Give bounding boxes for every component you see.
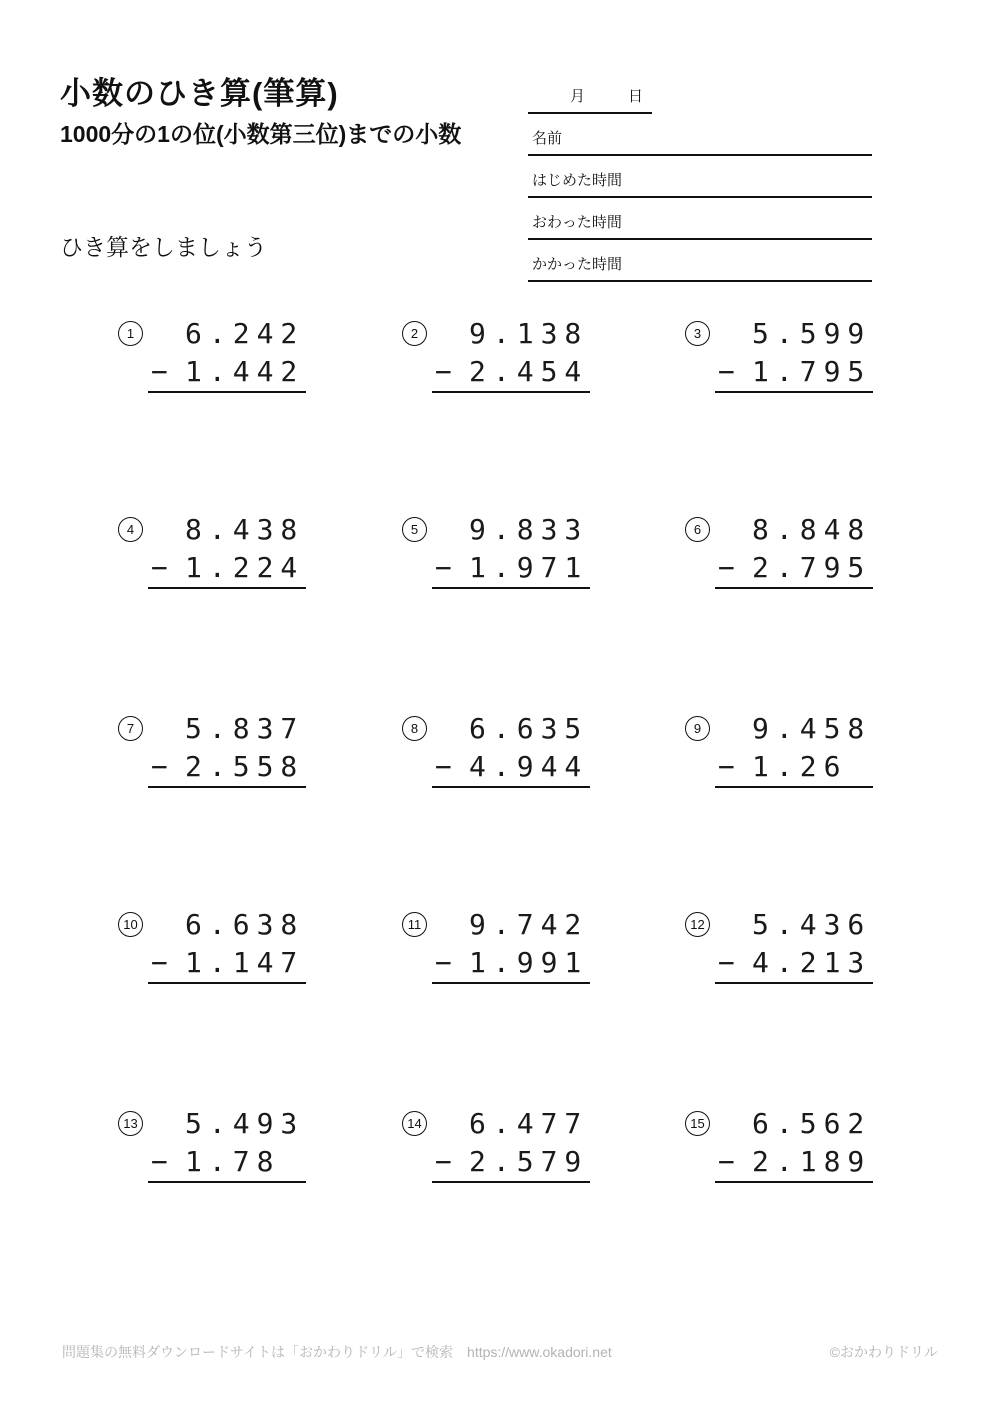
- minus-icon: −: [151, 1145, 175, 1178]
- start-time-field: [528, 156, 872, 198]
- minuend: 9.138: [469, 317, 589, 350]
- problem-number-badge: 9: [685, 716, 710, 741]
- answer-line: [432, 587, 590, 589]
- subtrahend: 4.944: [469, 750, 589, 783]
- page-title: 小数のひき算(筆算): [60, 76, 339, 111]
- problem-number-badge: 11: [402, 912, 427, 937]
- problem-number-badge: 2: [402, 321, 427, 346]
- minuend: 6.638: [185, 908, 305, 941]
- problem-7: [118, 710, 338, 810]
- answer-line: [432, 982, 590, 984]
- problem-number-badge: 3: [685, 321, 710, 346]
- minus-icon: −: [151, 551, 175, 584]
- problem-8: [402, 710, 622, 810]
- minuend: 6.562: [752, 1107, 872, 1140]
- minuend: 6.477: [469, 1107, 589, 1140]
- end-time-field: [528, 198, 872, 240]
- problem-3: [685, 315, 905, 415]
- minus-icon: −: [151, 355, 175, 388]
- subtrahend: 1.795: [752, 355, 872, 388]
- minus-icon: −: [435, 355, 459, 388]
- subtrahend: 4.213: [752, 946, 872, 979]
- minuend: 6.635: [469, 712, 589, 745]
- minus-icon: −: [435, 946, 459, 979]
- answer-line: [715, 1181, 873, 1183]
- problem-number-badge: 14: [402, 1111, 427, 1136]
- subtrahend: 2.189: [752, 1145, 872, 1178]
- problem-6: [685, 511, 905, 611]
- minuend: 6.242: [185, 317, 305, 350]
- minus-icon: −: [718, 1145, 742, 1178]
- answer-line: [715, 982, 873, 984]
- answer-line: [432, 1181, 590, 1183]
- minuend: 9.742: [469, 908, 589, 941]
- problem-number-badge: 15: [685, 1111, 710, 1136]
- footer-note-text: 問題集の無料ダウンロードサイトは「おかわりドリル」で検索: [62, 1344, 454, 1360]
- subtrahend: 1.26: [752, 750, 848, 783]
- answer-line: [148, 587, 306, 589]
- problem-9: [685, 710, 905, 810]
- minus-icon: −: [435, 551, 459, 584]
- minuend: 9.458: [752, 712, 872, 745]
- minus-icon: −: [718, 750, 742, 783]
- student-info-form: [528, 78, 873, 282]
- start-time-label: はじめた時間: [532, 172, 623, 189]
- problem-13: [118, 1105, 338, 1205]
- problem-number-badge: 6: [685, 517, 710, 542]
- answer-line: [715, 391, 873, 393]
- minuend: 5.436: [752, 908, 872, 941]
- subtrahend: 1.78: [185, 1145, 281, 1178]
- minuend: 5.599: [752, 317, 872, 350]
- problem-10: [118, 906, 338, 1006]
- problem-number-badge: 12: [685, 912, 710, 937]
- minus-icon: −: [718, 946, 742, 979]
- subtrahend: 1.971: [469, 551, 589, 584]
- name-field: [528, 114, 872, 156]
- footer-site-note: [62, 1342, 612, 1362]
- minus-icon: −: [151, 946, 175, 979]
- minus-icon: −: [435, 1145, 459, 1178]
- subtrahend: 1.991: [469, 946, 589, 979]
- subtrahend: 1.442: [185, 355, 305, 388]
- answer-line: [148, 982, 306, 984]
- answer-line: [715, 786, 873, 788]
- footer-url: https://www.okadori.net: [467, 1344, 612, 1360]
- problem-number-badge: 10: [118, 912, 143, 937]
- footer-copyright: ©おかわりドリル: [829, 1344, 938, 1360]
- problem-14: [402, 1105, 622, 1205]
- subtrahend: 2.454: [469, 355, 589, 388]
- minuend: 5.837: [185, 712, 305, 745]
- answer-line: [432, 391, 590, 393]
- answer-line: [148, 786, 306, 788]
- problem-2: [402, 315, 622, 415]
- page-subtitle: 1000分の1の位(小数第三位)までの小数: [60, 121, 462, 147]
- minus-icon: −: [151, 750, 175, 783]
- minus-icon: −: [718, 551, 742, 584]
- subtrahend: 2.579: [469, 1145, 589, 1178]
- problem-12: [685, 906, 905, 1006]
- problem-1: [118, 315, 338, 415]
- answer-line: [715, 587, 873, 589]
- minuend: 5.493: [185, 1107, 305, 1140]
- problem-5: [402, 511, 622, 611]
- month-label: 月: [570, 88, 586, 105]
- end-time-label: おわった時間: [532, 214, 622, 231]
- elapsed-time-label: かかった時間: [532, 256, 623, 273]
- elapsed-time-field: [528, 240, 872, 282]
- answer-line: [148, 391, 306, 393]
- problem-number-badge: 1: [118, 321, 143, 346]
- answer-line: [432, 786, 590, 788]
- problem-15: [685, 1105, 905, 1205]
- subtrahend: 1.147: [185, 946, 305, 979]
- name-label: 名前: [532, 130, 563, 147]
- minuend: 8.438: [185, 513, 305, 546]
- minus-icon: −: [435, 750, 459, 783]
- subtrahend: 2.558: [185, 750, 305, 783]
- problem-number-badge: 4: [118, 517, 143, 542]
- problem-number-badge: 5: [402, 517, 427, 542]
- subtrahend: 1.224: [185, 551, 305, 584]
- day-label: 日: [628, 88, 644, 105]
- answer-line: [148, 1181, 306, 1183]
- minuend: 9.833: [469, 513, 589, 546]
- problem-number-badge: 7: [118, 716, 143, 741]
- problem-number-badge: 13: [118, 1111, 143, 1136]
- minuend: 8.848: [752, 513, 872, 546]
- date-field: [528, 78, 652, 114]
- problem-11: [402, 906, 622, 1006]
- subtrahend: 2.795: [752, 551, 872, 584]
- problem-number-badge: 8: [402, 716, 427, 741]
- problem-4: [118, 511, 338, 611]
- minus-icon: −: [718, 355, 742, 388]
- instruction-text: ひき算をしましょう: [60, 234, 267, 260]
